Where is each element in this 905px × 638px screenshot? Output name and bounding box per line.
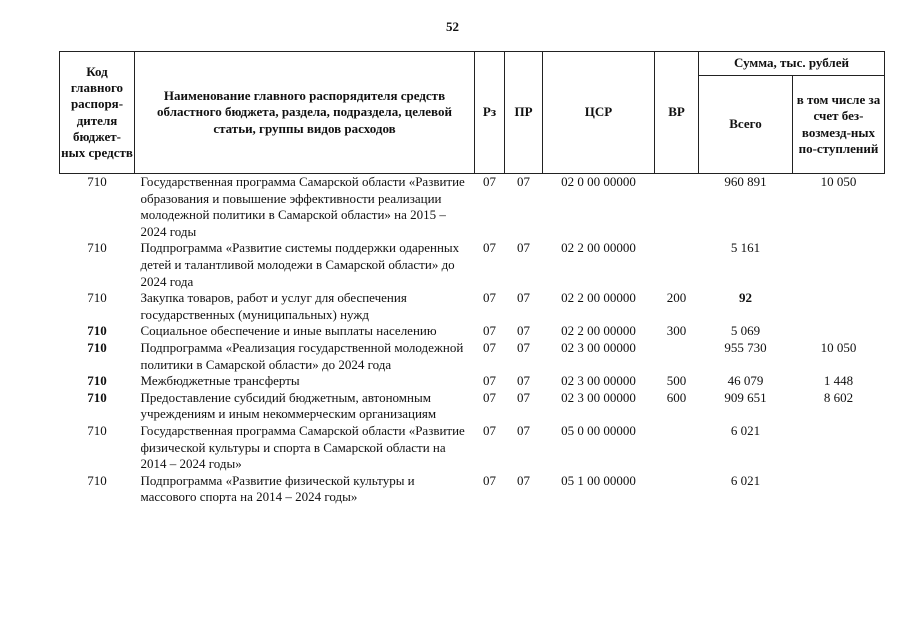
row-vr [655,174,699,241]
row-total: 6 021 [730,422,761,438]
row-vr [655,240,699,290]
row-code: 710 [87,472,107,488]
row-code: 710 [87,290,107,306]
row-total: 5 161 [730,240,761,256]
row-total: 46 079 [727,373,764,389]
row-pr: 07 [517,389,530,405]
row-name: Подпрограмма «Развитие физической культуры и массового спорта на 2014 – 2024 годы» [140,472,415,505]
row-total: 6 021 [730,472,761,488]
row-pr: 07 [517,290,530,306]
row-total: 92 [739,290,752,306]
header-code: Код главного распоря-дителя бюджет-ных средств [60,52,135,174]
row-gratis: 8 602 [823,389,854,405]
row-rz: 07 [483,422,496,438]
header-rz: Рз [475,52,505,174]
row-total: 909 651 [724,389,767,405]
header-pr: ПР [505,52,543,174]
row-code: 710 [87,373,107,389]
header-name: Наименование главного распорядителя средств областного бюджета, раздела, подраздела, целевой статьи, группы видов расходов [135,52,475,174]
row-code: 710 [87,422,107,438]
row-vr: 600 [666,389,687,405]
table-row [60,240,885,290]
row-pr: 07 [517,174,530,189]
row-gratis [793,240,885,290]
row-rz: 07 [483,472,496,488]
table-header [60,52,885,174]
row-gratis [793,423,885,473]
row-csr: 05 0 00 00000 [561,422,636,438]
row-gratis: 10 050 [820,339,857,355]
table-body [60,174,885,506]
table-row [60,390,885,423]
row-rz: 07 [483,323,496,339]
row-code: 710 [87,339,107,355]
row-csr: 02 2 00 00000 [561,240,636,256]
row-csr: 02 2 00 00000 [561,323,636,339]
row-total: 5 069 [730,323,761,339]
row-name: Закупка товаров, работ и услуг для обеспечения государственных (муниципальных) нужд [140,290,407,322]
row-name: Подпрограмма «Реализация государственной молодежной политики в Самарской области» до 2024 года [140,339,464,372]
row-vr [655,423,699,473]
row-code: 710 [87,240,107,256]
row-name: Межбюджетные трансферты [140,373,300,389]
table-row [60,473,885,506]
table-row [60,373,885,390]
row-pr: 07 [517,339,530,355]
row-gratis [793,473,885,506]
row-vr: 300 [666,323,687,339]
row-pr: 07 [517,323,530,339]
row-pr: 07 [517,240,530,256]
row-name: Предоставление субсидий бюджетным, автономным учреждениям и иным некоммерческим организациям [140,389,437,422]
table-row [60,323,885,340]
row-total: 955 730 [724,339,767,355]
table-row [60,340,885,373]
row-vr [655,340,699,373]
table-row [60,174,885,241]
row-gratis: 10 050 [820,174,857,189]
row-rz: 07 [483,389,496,405]
row-vr: 200 [666,290,687,306]
row-vr [655,473,699,506]
row-pr: 07 [517,373,530,389]
row-name: Государственная программа Самарской области «Развитие физической культуры и спорта в Самарской области на 2014 – 2024 годы» [140,422,465,472]
row-name: Подпрограмма «Развитие системы поддержки одаренных детей и талантливой молодежи в Самарской области» до 2024 года [140,240,460,289]
row-gratis [793,290,885,323]
row-csr: 02 3 00 00000 [561,339,636,355]
row-rz: 07 [483,240,496,256]
row-csr: 02 3 00 00000 [561,389,636,405]
row-vr: 500 [666,373,687,389]
header-csr: ЦСР [543,52,655,174]
row-rz: 07 [483,373,496,389]
header-gratis: в том числе за счет без-возмезд-ных по-ступлений [793,76,885,174]
row-pr: 07 [517,422,530,438]
row-csr: 02 0 00 00000 [561,174,636,189]
row-code: 710 [87,389,107,405]
row-gratis [793,323,885,340]
row-name: Государственная программа Самарской области «Развитие образования и повышение эффективности реализации молодежной политики в Самарской области» на 2015 – 2024 годы [140,174,465,239]
row-code: 710 [87,174,107,189]
page-number: 52 [446,19,459,34]
header-sum: Сумма, тыс. рублей [699,52,885,76]
table-row [60,423,885,473]
budget-table [59,51,885,506]
row-csr: 02 3 00 00000 [561,373,636,389]
row-csr: 02 2 00 00000 [561,290,636,306]
header-vr: ВР [655,52,699,174]
table-row [60,290,885,323]
header-total: Всего [699,76,793,174]
row-csr: 05 1 00 00000 [561,472,636,488]
row-rz: 07 [483,339,496,355]
row-rz: 07 [483,290,496,306]
row-code: 710 [87,323,107,339]
row-gratis: 1 448 [823,373,854,389]
row-total: 960 891 [724,174,767,189]
row-rz: 07 [483,174,496,189]
row-name: Социальное обеспечение и иные выплаты населению [140,323,437,339]
row-pr: 07 [517,472,530,488]
